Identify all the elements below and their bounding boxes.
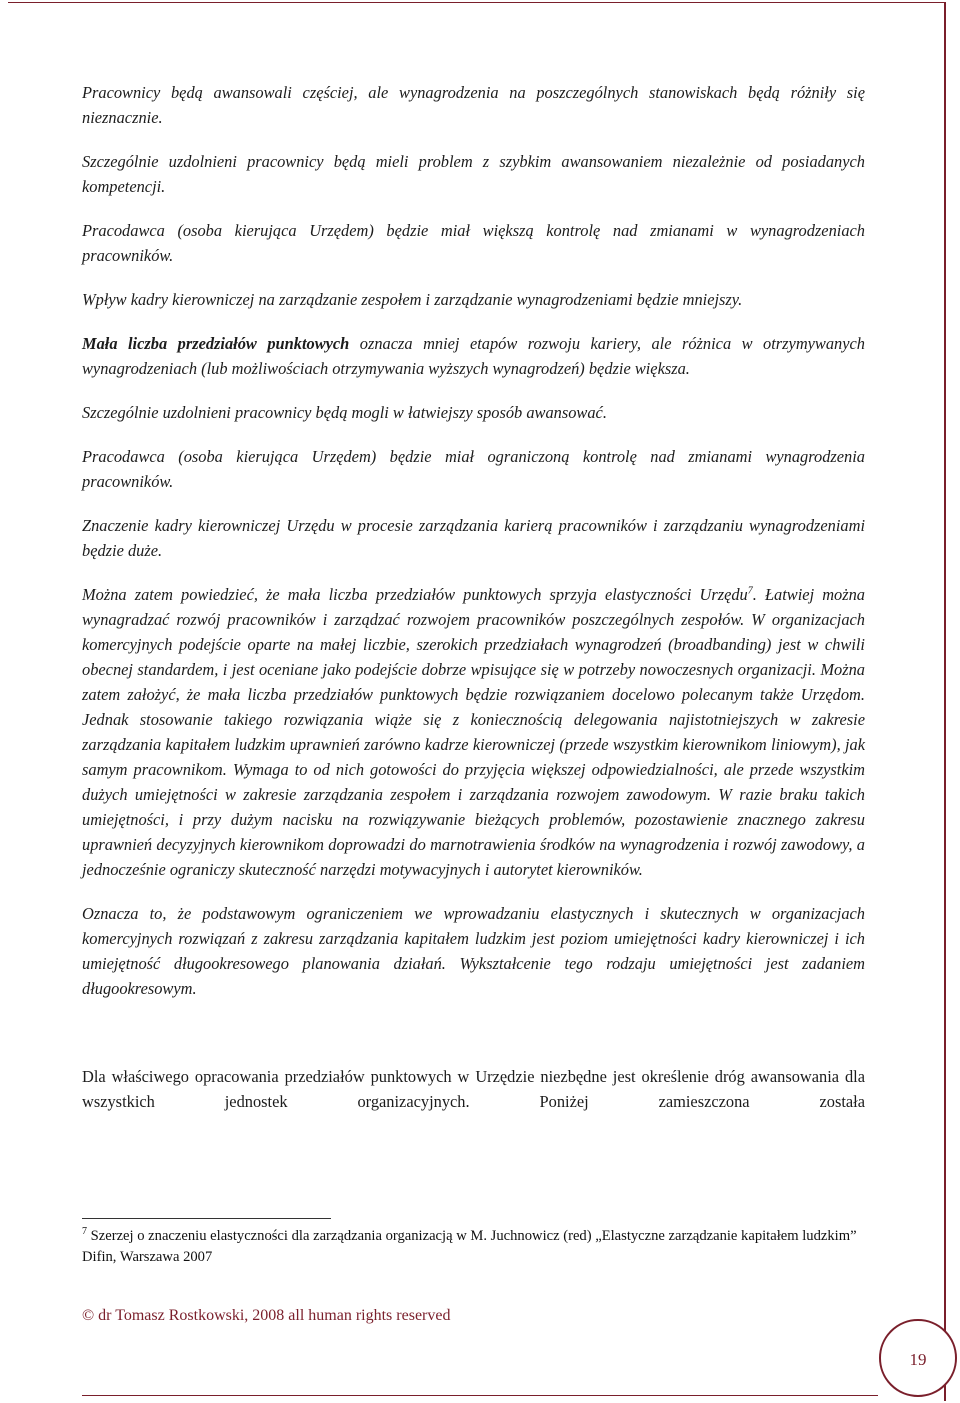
paragraph: Pracodawca (osoba kierująca Urzędem) będzie miał ograniczoną kontrolę nad zmianami wynagrodzenia pracowników.	[82, 447, 865, 491]
footnote-reference[interactable]: 7	[747, 585, 753, 597]
paragraph-text: . Łatwiej można wynagradzać rozwój pracowników i zarządzać rozwojem pracowników poszczególnych zespołów. W organizacjach komercyjnych podejście oparte na małej liczbie, szerokich przedziałach wynagrodzeń (broadbanding) jest w chwili obecnej standardem, i jest oceniane jako podejście dobrze wpisujące się w potrzeby nowoczesnych organizacji. Można zatem założyć, że mała liczba przedziałów punktowych będzie rozwiązaniem docelowo polecanym także Urzędom. Jednak stosowanie takiego rozwiązania wiąże się z koniecznością delegowania najistotniejszych w zakresie zarządzania kapitałem ludzkim uprawnień zarówno kadrze kierowniczej (przede wszystkim kierownikom liniowym), jak samym pracownikom. Wymaga to od nich gotowości do przyjęcia większej odpowiedzialności, ale przede wszystkim dużych umiejętności w zakresie zarządzania zespołem i zarządzania rozwojem zawodowym. W razie braku takich umiejętności, i przy dużym nacisku na rozwiązywanie bieżących problemów, pozostawienie znacznego zakresu uprawnień decyzyjnych kierownikom doprowadzi do marnotrawienia środków na wynagrodzenia i rozwój zawodowy, a jednocześnie ograniczy skuteczność narzędzi motywacyjnych i autorytet kierowników.	[82, 585, 865, 879]
paragraph: Znaczenie kadry kierowniczej Urzędu w procesie zarządzania karierą pracowników i zarządzaniu wynagrodzeniami będzie duże.	[82, 516, 865, 560]
paragraph-long	[82, 582, 865, 882]
paragraph: Pracodawca (osoba kierująca Urzędem) będzie miał większą kontrolę nad zmianami w wynagrodzeniach pracowników.	[82, 221, 865, 265]
paragraph-text: Można zatem powiedzieć, że mała liczba przedziałów punktowych sprzyja elastyczności Urzędu	[82, 585, 748, 604]
footnote	[82, 1226, 865, 1268]
paragraph-upright: Dla właściwego opracowania przedziałów punktowych w Urzędzie niezbędne jest określenie dróg awansowania dla wszystkich jednostek organizacyjnych. Poniżej zamieszczona została	[82, 1067, 865, 1111]
footer-rule	[82, 1395, 878, 1396]
page-number: 19	[909, 1350, 927, 1369]
paragraph: Szczególnie uzdolnieni pracownicy będą mieli problem z szybkim awansowaniem niezależnie od posiadanych kompetencji.	[82, 152, 865, 196]
document-body	[82, 80, 865, 1133]
paragraph-text: oznacza mniej etapów rozwoju kariery, ale różnica w otrzymywanych wynagrodzeniach (lub możliwościach otrzymywania wyższych wynagrodzeń) będzie większa.	[82, 334, 865, 378]
footnote-text: Szerzej o znaczeniu elastyczności dla zarządzania organizacją w M. Juchnowicz (red) „Elastyczne zarządzanie kapitałem ludzkim” Difin, Warszawa 2007	[82, 1228, 857, 1265]
bold-lead: Mała liczba przedziałów punktowych	[82, 334, 350, 353]
copyright-notice: © dr Tomasz Rostkowski, 2008 all human rights reserved	[82, 1307, 451, 1324]
footnote-number: 7	[82, 1226, 87, 1238]
paragraph: Szczególnie uzdolnieni pracownicy będą mogli w łatwiejszy sposób awansować.	[82, 403, 607, 422]
paragraph: Wpływ kadry kierowniczej na zarządzanie zespołem i zarządzanie wynagrodzeniami będzie mniejszy.	[82, 290, 743, 309]
paragraph-conclusion: Oznacza to, że podstawowym ograniczeniem we wprowadzaniu elastycznych i skutecznych w organizacjach komercyjnych rozwiązań z zakresu zarządzania kapitałem ludzkim jest poziom umiejętności kadry kierowniczej i ich umiejętność długookresowego planowania działań. Wykształcenie tego rodzaju umiejętności jest zadaniem długookresowym.	[82, 904, 865, 998]
spacer	[82, 1020, 865, 1064]
paragraph: Pracownicy będą awansowali częściej, ale wynagrodzenia na poszczególnych stanowiskach będą różniły się nieznacznie.	[82, 83, 865, 127]
paragraph-narrow-bands	[82, 331, 865, 381]
footnote-separator	[82, 1218, 331, 1219]
page-number-badge	[879, 1319, 957, 1397]
